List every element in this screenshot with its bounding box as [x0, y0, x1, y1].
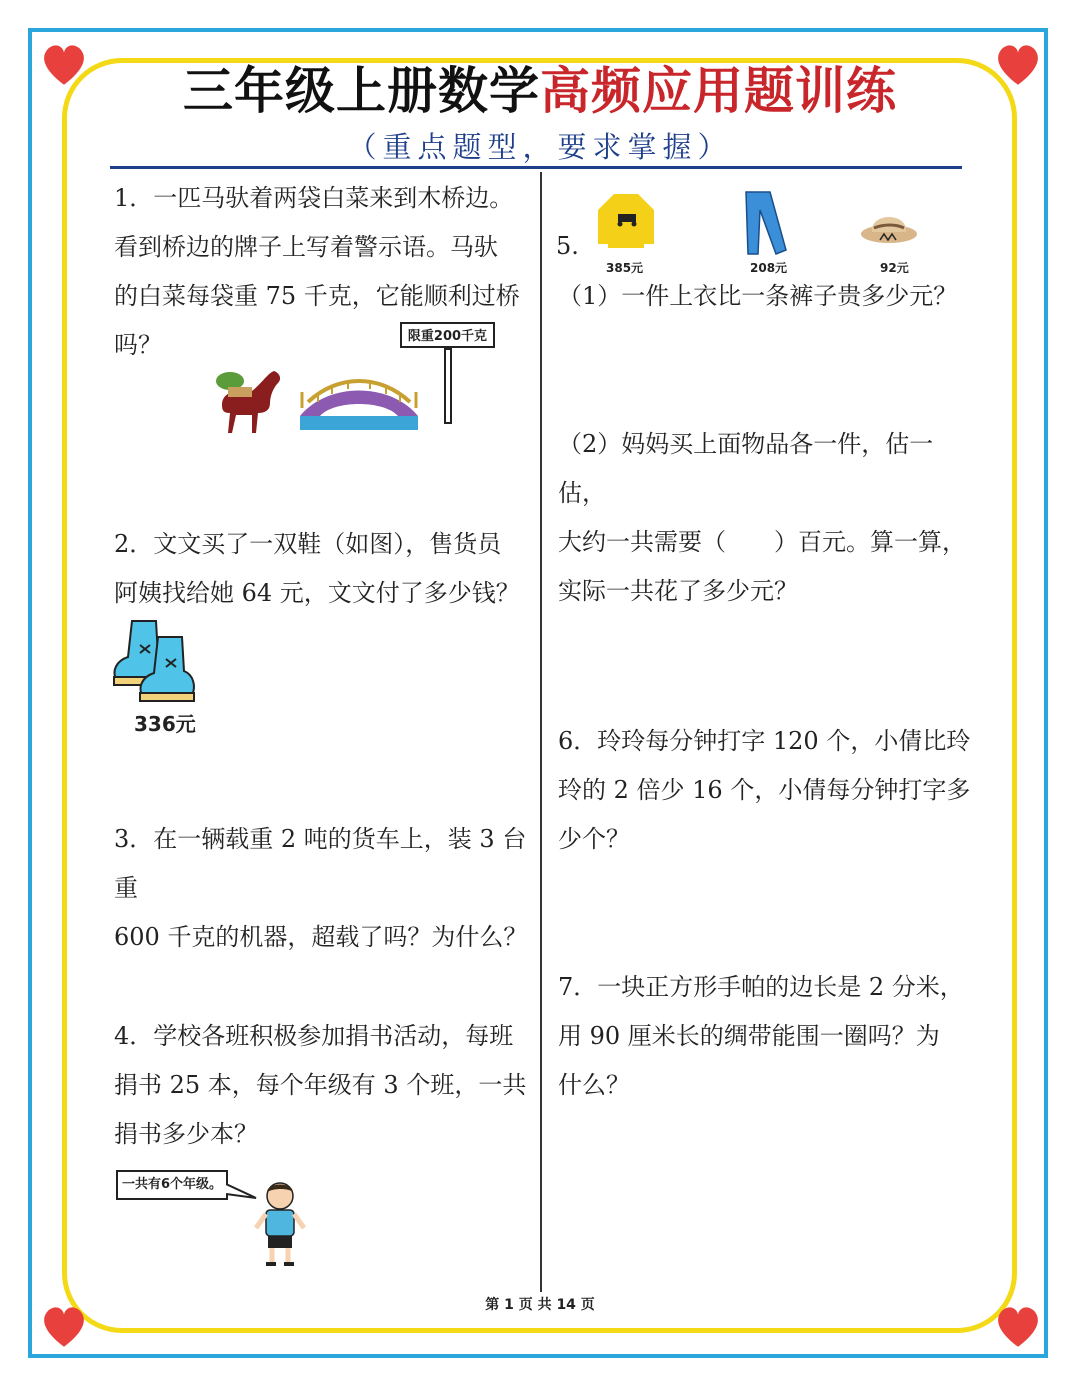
pants-icon: [740, 190, 790, 256]
sign-post: [444, 348, 452, 424]
question-line: 1．一匹马驮着两袋白菜来到木桥边。: [114, 184, 514, 212]
question-line: 的白菜每袋重 75 千克，它能顺利过桥: [114, 282, 520, 310]
column-divider: [540, 172, 542, 1292]
question-4: [114, 1012, 534, 1159]
sign-text: 限重200千克: [407, 329, 488, 344]
boy-icon: [252, 1180, 308, 1268]
question-5-label: 5.: [556, 232, 579, 260]
question-line: 什么？: [558, 1071, 630, 1099]
question-line: 大约一共需要（ ）百元。算一算，: [558, 528, 966, 556]
title-black: 三年级上册数学: [183, 62, 540, 120]
page-number: 第 1 页 共 14 页: [485, 1297, 595, 1313]
question-line: 用 90 厘米长的绸带能围一圈吗？为: [558, 1022, 940, 1050]
price-label: 92元: [880, 261, 909, 275]
weight-limit-sign: [400, 322, 495, 348]
price-label: 208元: [750, 261, 788, 275]
title-red: 高频应用题训练: [540, 62, 897, 120]
hat-icon: [860, 200, 918, 246]
page-title: [0, 56, 1080, 126]
question-7: [558, 963, 978, 1110]
shoes-icon: [110, 615, 202, 707]
title-rule: [110, 166, 962, 169]
question-6: [558, 717, 978, 864]
question-line: 2．文文买了一双鞋（如图），售货员: [114, 530, 502, 558]
question-line: 实际一共花了多少元？: [558, 577, 798, 605]
question-3: [114, 815, 534, 962]
question-5-part-2: [558, 420, 978, 616]
question-line: 6．玲玲每分钟打字 120 个，小倩比玲: [558, 727, 971, 755]
question-line: 玲的 2 倍少 16 个，小倩每分钟打字多: [558, 776, 971, 804]
question-line: 捐书 25 本，每个年级有 3 个班，一共: [114, 1071, 527, 1099]
question-line: 4．学校各班积极参加捐书活动，每班: [114, 1022, 514, 1050]
question-line: （2）妈妈买上面物品各一件，估一估，: [558, 430, 934, 507]
shoe-price: 336元: [134, 712, 196, 736]
speech-bubble: 一共有6个年级。: [116, 1170, 228, 1200]
question-2: [114, 520, 534, 618]
question-line: 3．在一辆载重 2 吨的货车上，装 3 台重: [114, 825, 527, 902]
question-5-part-1: [558, 272, 978, 321]
question-line: 阿姨找给她 64 元，文文付了多少钱？: [114, 579, 520, 607]
question-line: （1）一件上衣比一条裤子贵多少元？: [558, 282, 958, 310]
question-line: 少个？: [558, 825, 630, 853]
question-line: 吗？: [114, 331, 162, 359]
page-subtitle: （重点题型，要求掌握）: [347, 130, 733, 164]
bridge-icon: [298, 372, 420, 432]
question-line: 看到桥边的牌子上写着警示语。马驮: [114, 233, 498, 261]
question-line: 600 千克的机器，超载了吗？为什么？: [114, 923, 528, 951]
question-line: 捐书多少本？: [114, 1120, 258, 1148]
sweater-icon: [596, 190, 656, 252]
price-label: 385元: [606, 261, 644, 275]
question-line: 7．一块正方形手帕的边长是 2 分米，: [558, 973, 964, 1001]
horse-icon: [212, 365, 290, 437]
